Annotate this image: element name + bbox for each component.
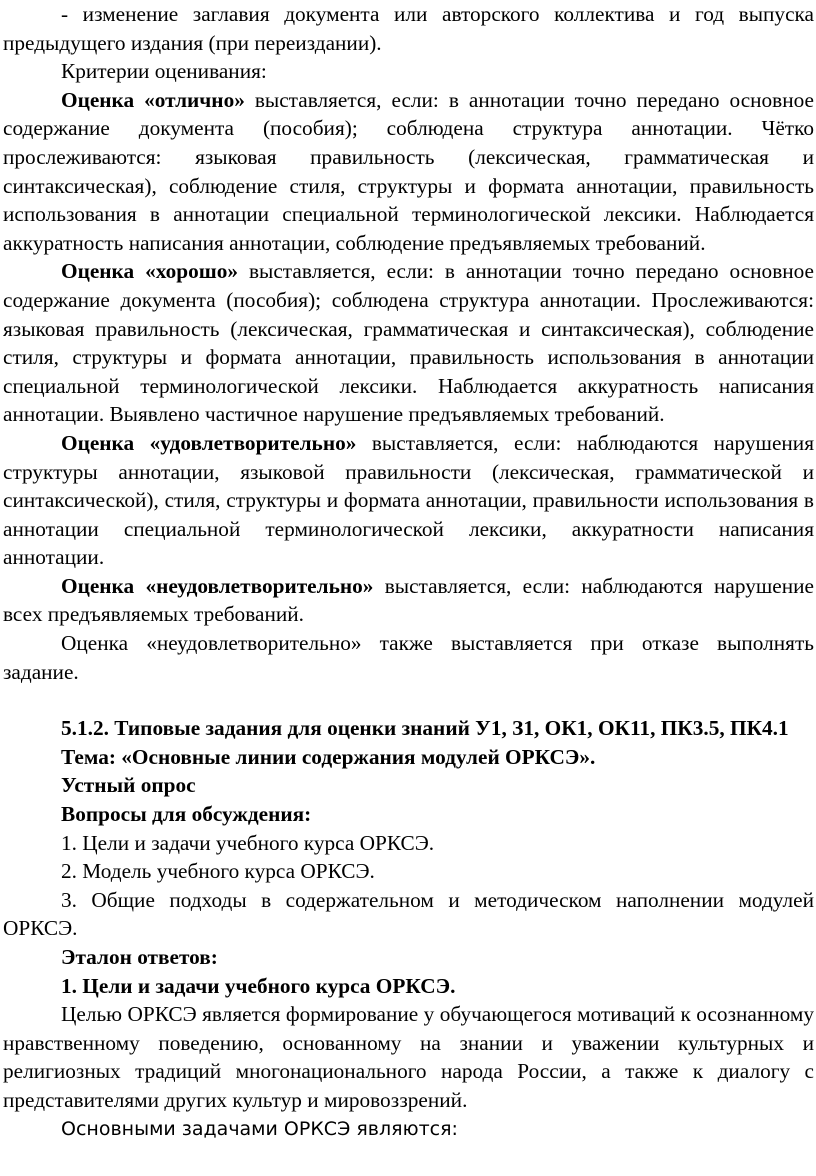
questions-title-text: Вопросы для обсуждения: bbox=[61, 802, 312, 827]
question-item: 3. Общие подходы в содержательном и методическом наполнении модулей ОРКСЭ. bbox=[3, 887, 814, 941]
question-item: 1. Цели и задачи учебного курса ОРКСЭ. bbox=[61, 830, 435, 855]
answer1-title-text: 1. Цели и задачи учебного курса ОРКСЭ. bbox=[61, 973, 456, 998]
form-line bbox=[3, 771, 814, 800]
answers-title-text: Эталон ответов: bbox=[61, 945, 218, 969]
answer1-title bbox=[3, 972, 814, 1001]
questions-title bbox=[3, 800, 814, 829]
criterion-text: выставляется, если: наблюдаются нарушение всех предъявляемых требований. bbox=[3, 573, 814, 627]
criterion-label: Оценка «удовлетворительно» bbox=[61, 430, 357, 455]
criterion-text: выставляется, если: в аннотации точно передано основное содержание документа (пособия); соблюдена структура аннотации. Чётко прослеживаются: языковая правильность (лексическая, грамматическая и синтаксическая), соблюдение стиля, структуры и формата аннотации, правильность использования в аннотации специальной терминологической лексики. Наблюдается аккуратность написания аннотации, соблюдение предъявляемых требований. bbox=[3, 87, 815, 255]
criterion-label: Оценка «неудовлетворительно» bbox=[61, 573, 374, 598]
criterion-good bbox=[3, 257, 814, 429]
criterion-label: Оценка «хорошо» bbox=[61, 259, 239, 284]
spacer bbox=[3, 686, 814, 714]
topic-line bbox=[3, 743, 814, 772]
question-item: 2. Модель учебного курса ОРКСЭ. bbox=[61, 859, 375, 884]
section-heading bbox=[3, 714, 814, 743]
criterion-satisfactory bbox=[3, 429, 814, 572]
criterion-label: Оценка «отлично» bbox=[61, 87, 245, 112]
form-text: Устный опрос bbox=[61, 773, 196, 798]
tasks-line: Основными задачами ОРКСЭ являются: bbox=[61, 1117, 458, 1140]
criteria-title: Критерии оценивания: bbox=[61, 59, 267, 84]
criterion-text: выставляется, если: в аннотации точно передано основное содержание документа (пособия); соблюдена структура аннотации. Прослеживаются: языковая правильность (лексическая, грамматическая и синтаксическая), соблюдение стиля, структуры и формата аннотации, правильность использования в аннотации специальной терминологической лексики. Наблюдается аккуратность написания аннотации. Выявлено частичное нарушение предъявляемых требований. bbox=[3, 259, 815, 427]
answers-title bbox=[3, 943, 814, 972]
intro-paragraph: - изменение заглавия документа или авторского коллектива и год выпуска предыдущего издания (при переиздании). bbox=[3, 2, 814, 55]
criterion-refusal: Оценка «неудовлетворительно» также выставляется при отказе выполнять задание. bbox=[3, 631, 814, 684]
criterion-unsatisfactory bbox=[3, 572, 814, 629]
topic-text: Тема: «Основные линии содержания модулей ОРКСЭ». bbox=[61, 744, 596, 769]
criterion-text: выставляется, если: наблюдаются нарушения структуры аннотации, языковой правильности (лексическая, грамматической и синтаксической), стиля, структуры и формата аннотации, правильности использования в аннотации специальной терминологической лексики, аккуратности написания аннотации. bbox=[3, 430, 814, 570]
answer1-text: Целью ОРКСЭ является формирование у обучающегося мотиваций к осознанному нравственному поведению, основанному на знании и уважении культурных и религиозных традиций многонационального народа России, а также к диалогу с представителями других культур и мировоззрений. bbox=[3, 1002, 814, 1112]
section-heading-text: 5.1.2. Типовые задания для оценки знаний У1, З1, ОК1, ОК11, ПК3.5, ПК4.1 bbox=[61, 716, 789, 741]
criterion-excellent bbox=[3, 86, 814, 258]
